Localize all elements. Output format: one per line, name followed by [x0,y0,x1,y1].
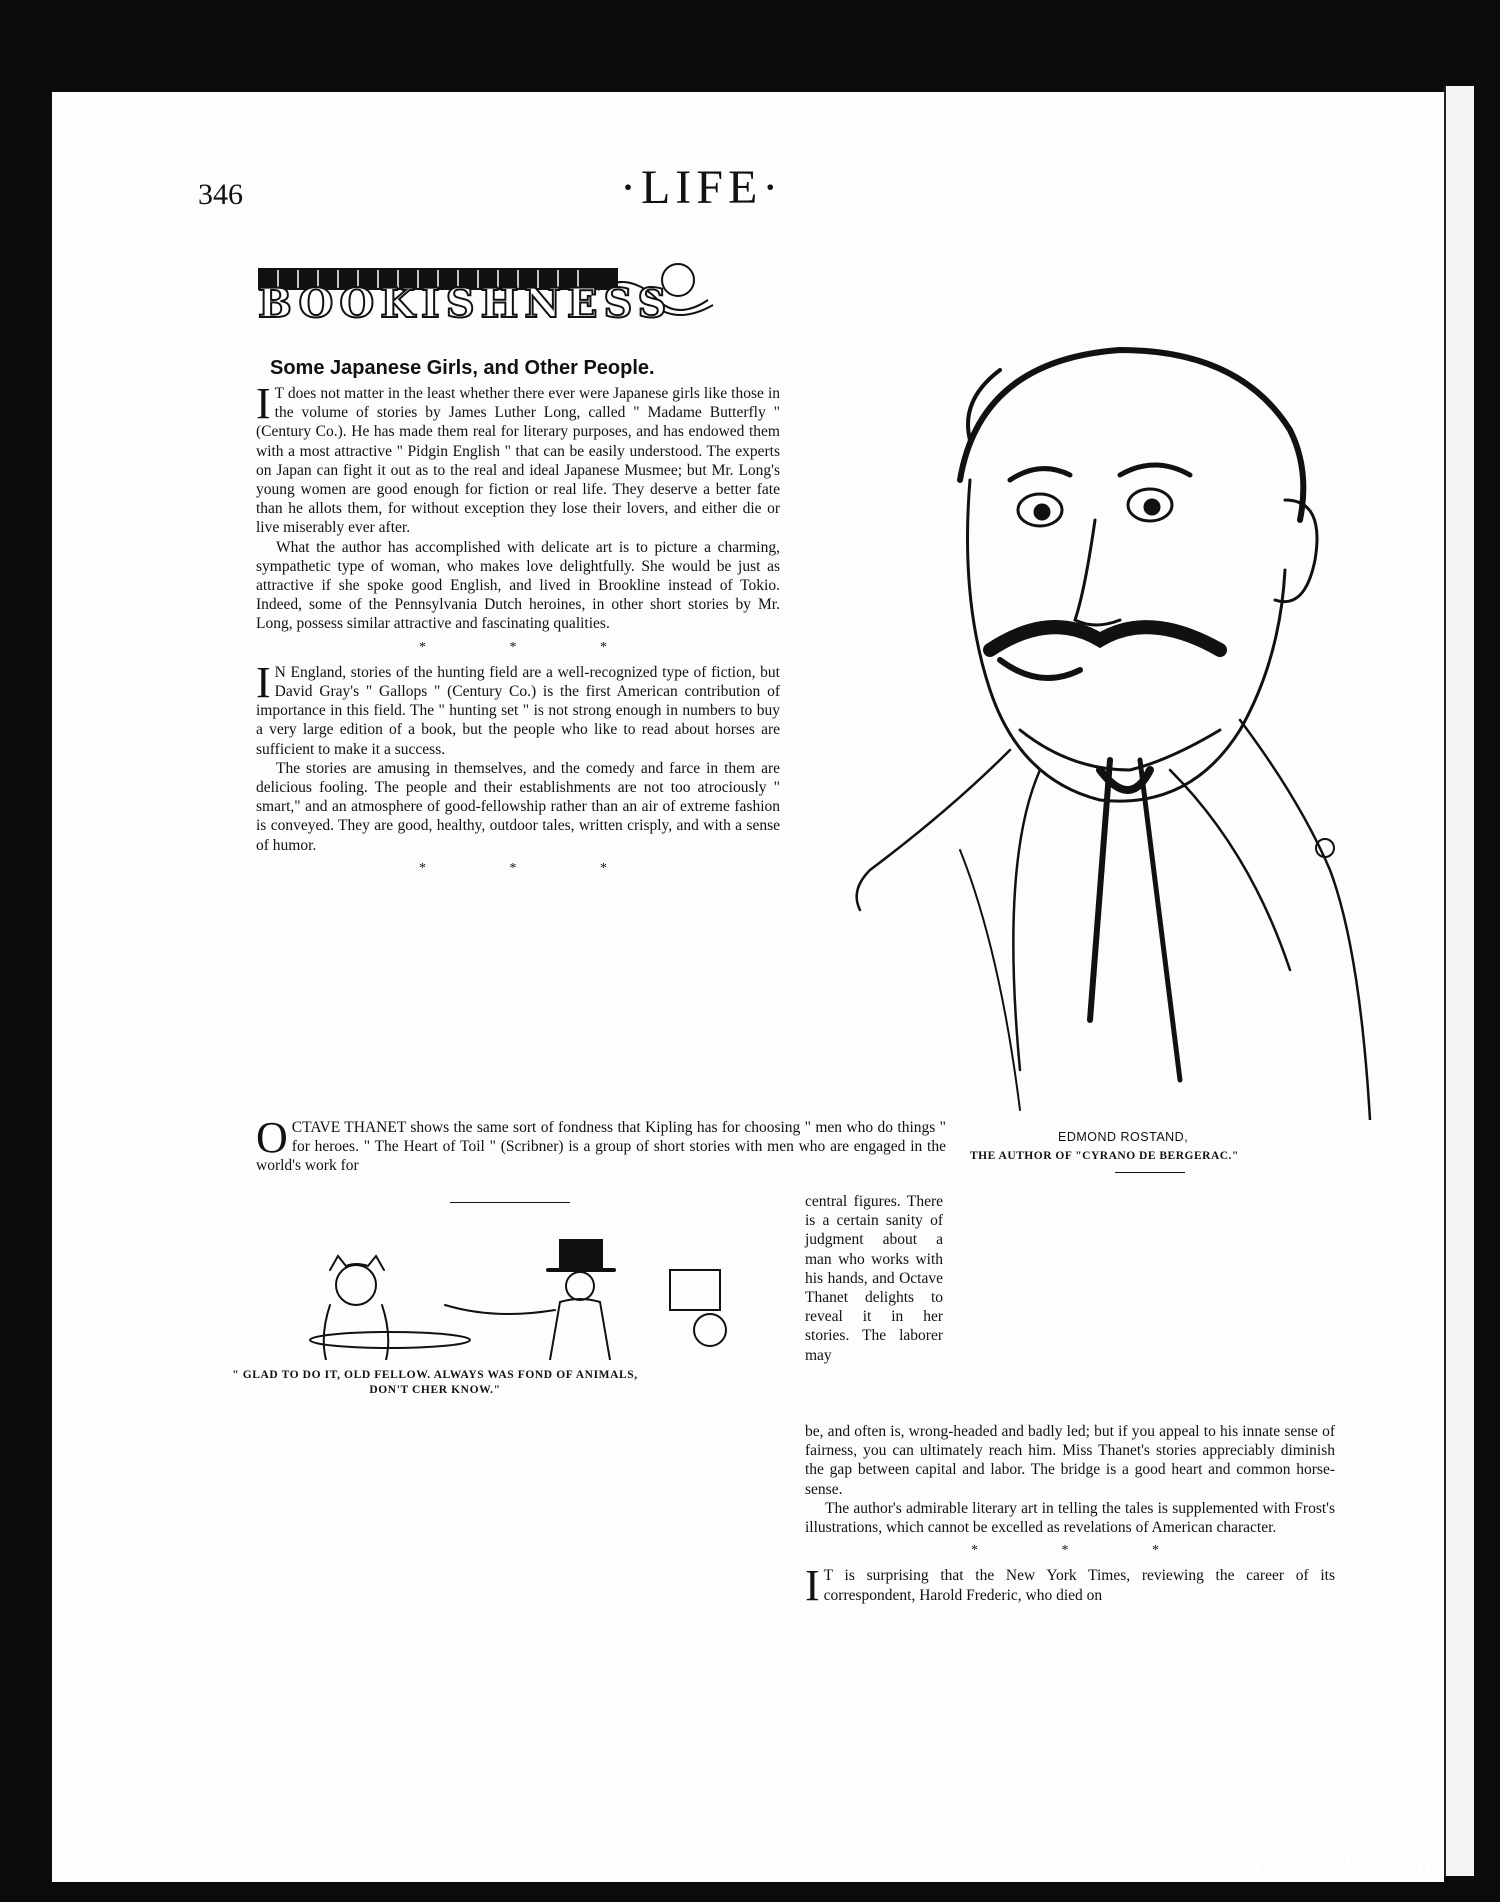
portrait-drawing [810,330,1410,1120]
article-narrow-column [805,1192,943,1365]
caption-rule [1115,1172,1185,1173]
portrait-caption-name: EDMOND ROSTAND, [1058,1130,1189,1144]
article-column-top [256,379,780,884]
page-number: 346 [198,178,243,211]
section-banner [258,250,728,355]
article-headline: Some Japanese Girls, and Other People. [270,357,655,379]
paragraph: The author's admirable literary art in telling the tales is supplemented with Frost's illustrations, which cannot be excelled as revelations of American character. [805,1499,1335,1537]
paragraph: N England, stories of the hunting field are a well-recognized type of fiction, but David Gray's " Gallops " (Century Co.) is the first American contribution of importance in this field. The " hunting set " is not strong enough in numbers to buy a very large edition of a book, but the people who like to read about horses are sufficient to make it a success. [256,663,780,758]
section-separator: * * * [971,1543,1199,1559]
divider-rule [450,1202,570,1203]
paragraph: T is surprising that the New York Times, reviewing the career of its correspondent, Harold Frederic, who died on [823,1567,1335,1604]
paragraph: be, and often is, wrong-headed and badly led; but if you appeal to his innate sense of fairness, you can ultimately reach him. Miss Thanet's stories appreciably diminish the gap between capital and labor. The bridge is a good heart and common horse-sense. [805,1423,1335,1498]
next-page-edge [1444,86,1476,1876]
masthead: ·LIFE· [620,161,784,214]
paragraph: CTAVE THANET shows the same sort of fondness that Kipling has for choosing " men who do things " for heroes. " The Heart of Toil " (Scribner) is a group of short stories with men who are engaged in the world's work for [256,1119,946,1175]
paragraph: central figures. There is a certain sanity of judgment about a man who works with his hands, and Octave Thanet delights to reveal it in her stories. The laborer may [805,1193,943,1364]
cartoon-drawing [270,1230,780,1360]
banner-title: BOOKISHNESS [258,280,673,327]
bear-cartoon [270,1230,780,1360]
watermark: comicbooks.com [1212,1848,1441,1879]
drop-cap: I [256,657,271,707]
portrait-caption-subtitle: THE AUTHOR OF "CYRANO DE BERGERAC." [970,1150,1239,1162]
drop-cap: I [256,379,271,428]
paragraph: What the author has accomplished with delicate art is to picture a charming, sympathetic type of woman, who makes love delightfully. She would be just as attractive if she spoke good English, and lived in Brookline instead of Tokio. Indeed, some of the Pennsylvania Dutch heroines, in other short stories by Mr. Long, possess similar attractive and fascinating qualities. [256,538,780,633]
drop-cap: O [256,1113,288,1162]
drop-cap: I [805,1561,820,1611]
cartoon-caption: " GLAD TO DO IT, OLD FELLOW. ALWAYS WAS FOND OF ANIMALS, DON'T CHER KNOW." [232,1369,638,1396]
rostand-portrait [810,330,1410,1120]
article-section-wide [256,1113,946,1176]
section-separator: * * * [419,860,647,876]
scan-border [1474,86,1500,1876]
paragraph: T does not matter in the least whether there ever were Japanese girls like those in the volume of stories by James Luther Long, called " Madame Butterfly " (Century Co.). He has made them real for literary purposes, and has endowed them with a most attractive " Pidgin English " that can be easily understood. The experts on Japan can fight it out as to the real and ideal Japanese Musmee; but Mr. Long's young women are good enough for fiction or real life. They deserve a better fate than he allots them, for without exception they lose their lovers, and either die or live miserably ever after. [256,385,780,537]
cartoon-base [250,1360,780,1362]
paragraph: The stories are amusing in themselves, and the comedy and farce in them are delicious fooling. The people and their establishments are not too atrociously " smart," and an atmosphere of good-fellowship rather than an air of extreme fashion is conveyed. They are good, healthy, outdoor tales, written crisply, and with a sense of humor. [256,759,780,854]
section-separator: * * * [419,639,647,655]
article-column-bottom [805,1422,1335,1611]
